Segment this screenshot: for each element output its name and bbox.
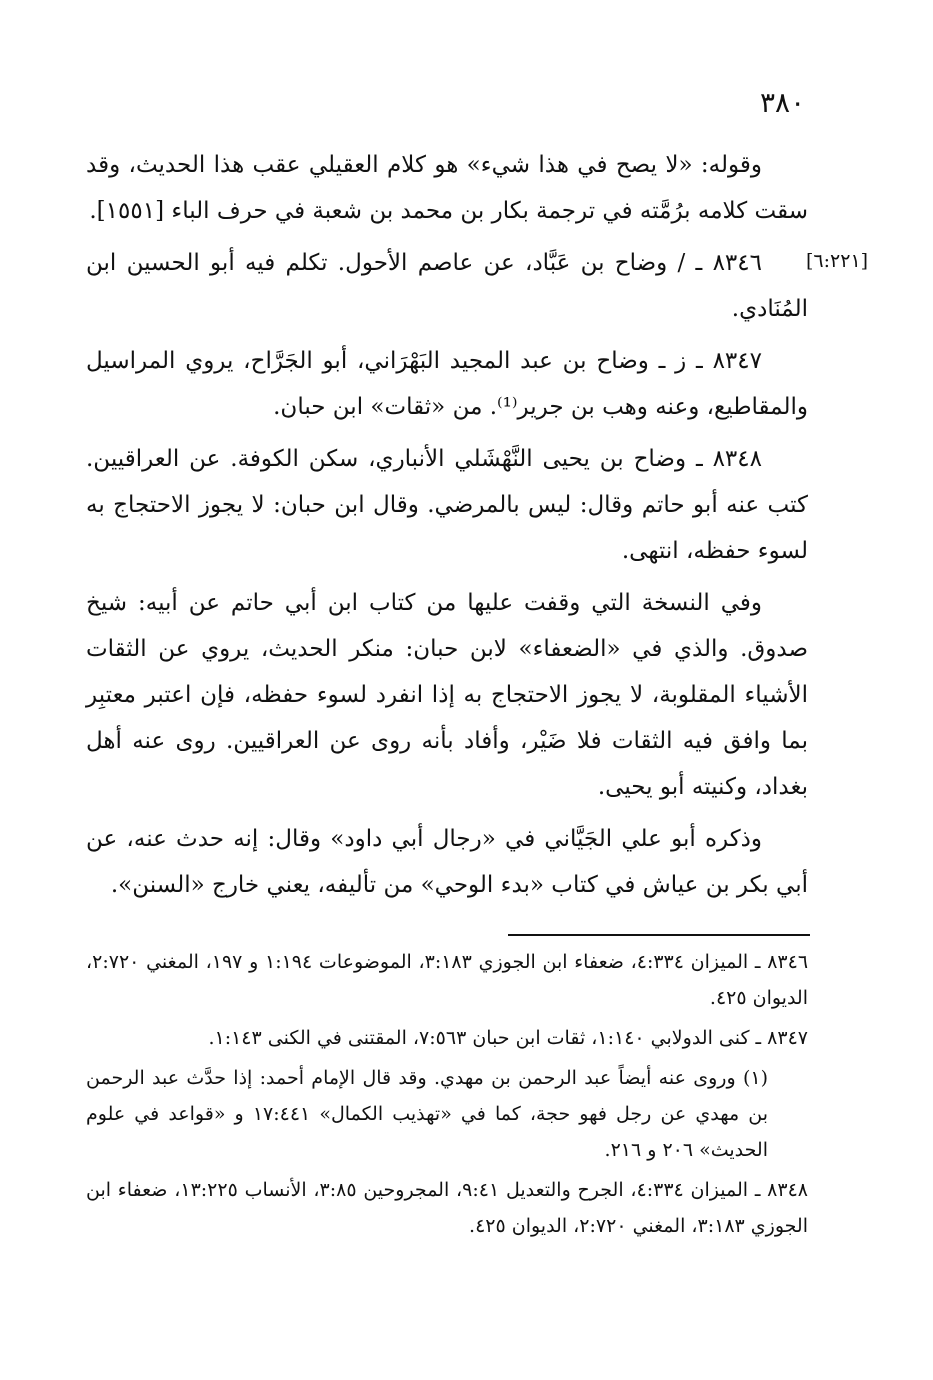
- footnote-8347: ٨٣٤٧ ـ كنى الدولابي ١:١٤٠، ثقات ابن حبان ٧:٥٦٣، المقتنى في الكنى ١:١٤٣.: [208, 1027, 808, 1049]
- margin-reference: [٦:٢٢١]: [806, 250, 869, 272]
- paragraph: وفي النسخة التي وقفت عليها من كتاب ابن أبي حاتم عن أبيه: شيخ صدوق. والذي في «الضعفاء» لابن حبان: منكر الحديث، يروي عن الثقات الأشياء المقلوبة، لا يجوز الاحتجاج به إذا انفرد لسوء حفظه، فإن اعتبر معتبِر بما وافق فيه الثقات فلا ضَيْر، وأفاد بأنه روى عن العراقيين. روى عنه أهل بغداد، وكنيته أبو يحيى.: [86, 590, 808, 800]
- footnote-8348: ٨٣٤٨ ـ الميزان ٤:٣٣٤، الجرح والتعديل ٩:٤١، المجروحين ٣:٨٥، الأنساب ١٣:٢٢٥، ضعفاء ابن الجوزي ٣:١٨٣، المغني ٢:٧٢٠، الديوان ٤٢٥.: [86, 1179, 808, 1237]
- main-text: [86, 142, 808, 914]
- footnote-1: (١) وروى عنه أيضاً عبد الرحمن بن مهدي. وقد قال الإمام أحمد: إذا حدَّث عبد الرحمن بن مهدي عن رجل فهو حجة، كما في «تهذيب الكمال» ١٧:٤٤١ و «قواعد في علوم الحديث» ٢٠٦ و ٢١٦.: [86, 1067, 768, 1161]
- footnote-divider: [508, 934, 810, 936]
- footnote-8346: ٨٣٤٦ ـ الميزان ٤:٣٣٤، ضعفاء ابن الجوزي ٣:١٨٣، الموضوعات ١:١٩٤ و ١٩٧، المغني ٢:٧٢٠، الديوان ٤٢٥.: [86, 951, 809, 1009]
- entry-8347: ٨٣٤٧ ـ ز ـ وضاح بن عبد المجيد البَهْرَاني، أبو الجَرَّاح، يروي المراسيل والمقاطيع، وعنه وهب بن جرير⁽¹⁾. من «ثقات» ابن حبان.: [86, 348, 808, 420]
- page-number: ٣٨٠: [760, 86, 806, 119]
- footnotes: [86, 944, 808, 1248]
- paragraph: وقوله: «لا يصح في هذا شيء» هو كلام العقيلي عقب هذا الحديث، وقد سقت كلامه برُمَّته في ترجمة بكار بن محمد بن شعبة في حرف الباء [١٥٥١].: [86, 152, 808, 224]
- entry-8346: ٨٣٤٦ ـ / وضاح بن عَبَّاد، عن عاصم الأحول. تكلم فيه أبو الحسين ابن المُنَادي.: [86, 250, 808, 322]
- paragraph: وذكره أبو علي الجَيَّاني في «رجال أبي داود» وقال: إنه حدث عنه، عن أبي بكر بن عياش في كتاب «بدء الوحي» من تأليفه، يعني خارج «السنن».: [86, 826, 808, 898]
- entry-8348: ٨٣٤٨ ـ وضاح بن يحيى النَّهْشَلي الأنباري، سكن الكوفة. عن العراقيين. كتب عنه أبو حاتم وقال: ليس بالمرضي. وقال ابن حبان: لا يجوز الاحتجاج به لسوء حفظه، انتهى.: [86, 446, 808, 564]
